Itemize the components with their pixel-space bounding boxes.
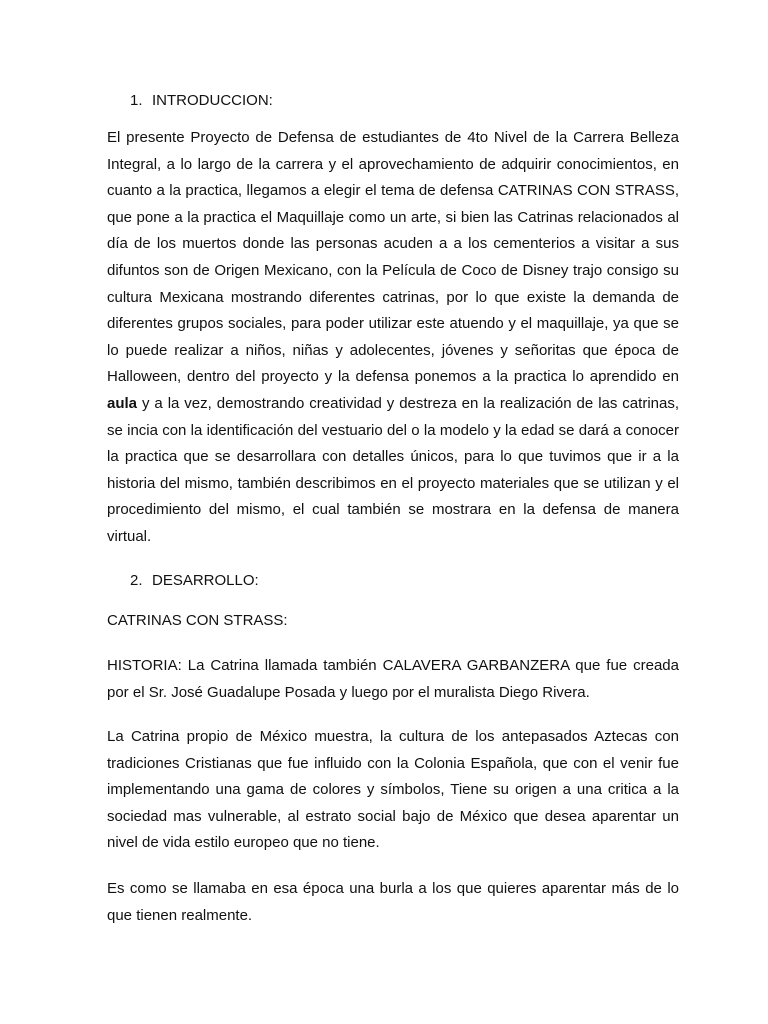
burla-paragraph: Es como se llamaba en esa época una burla a los que quieres aparentar más de lo que tienen realmente. bbox=[107, 880, 679, 924]
section-title: INTRODUCCION: bbox=[152, 92, 273, 109]
intro-text-part-2: y a la vez, demostrando creatividad y destreza en la realización de las catrinas, se incia con la identificación del vestuario del o la modelo y la edad se dará a conocer la practica que se desarrollara con detalles únicos, para lo que tuvimos que ir a la historia del mismo, también describimos en el proyecto materiales que se utilizan y el procedimiento del mismo, el cual también se mostrara en la defensa de manera virtual. bbox=[107, 394, 679, 545]
intro-bold-word: aula bbox=[107, 394, 138, 412]
section-title: DESARROLLO: bbox=[152, 572, 259, 589]
intro-text-part-1: El presente Proyecto de Defensa de estudiantes de 4to Nivel de la Carrera Belleza Integral, a lo largo de la carrera y el aprovechamiento de adquirir conocimientos, en cuanto a la practica, llegamos a elegir el tema de defensa CATRINAS CON STRASS, que pone a la practica el Maquillaje como un arte, si bien las Catrinas relacionados al día de los muertos donde las personas acuden a a los cementerios a visitar a sus difuntos son de Origen Mexicano, con la Película de Coco de Disney trajo consigo su cultura Mexicana mostrando diferentes catrinas, por lo que existe la demanda de diferentes grupos sociales, para poder utilizar este atuendo y el maquillaje, ya que se lo puede realizar a niños, niñas y adolecentes, jóvenes y señoritas que época de Halloween, dentro del proyecto y la defensa ponemos a la practica lo aprendido en bbox=[107, 129, 679, 386]
section-number: 2. bbox=[130, 572, 143, 589]
catrina-paragraph: La Catrina propio de México muestra, la cultura de los antepasados Aztecas con tradiciones Cristianas que fue influido con la Colonia Española, que con el venir fue implementando una gama de colores y símbolos, Tiene su origen a una critica a la sociedad mas vulnerable, al estrato social bajo de México que desea aparentar un nivel de vida estilo europeo que no tiene. bbox=[107, 728, 679, 852]
historia-paragraph: HISTORIA: La Catrina llamada también CALAVERA GARBANZERA que fue creada por el Sr. José Guadalupe Posada y luego por el muralista Diego Rivera. bbox=[107, 657, 679, 701]
section-heading-introduccion bbox=[130, 88, 273, 115]
intro-paragraph bbox=[107, 125, 679, 551]
section-number: 1. bbox=[130, 92, 143, 109]
section-heading-desarrollo bbox=[130, 568, 259, 595]
desarrollo-subtitle: CATRINAS CON STRASS: bbox=[107, 612, 288, 629]
